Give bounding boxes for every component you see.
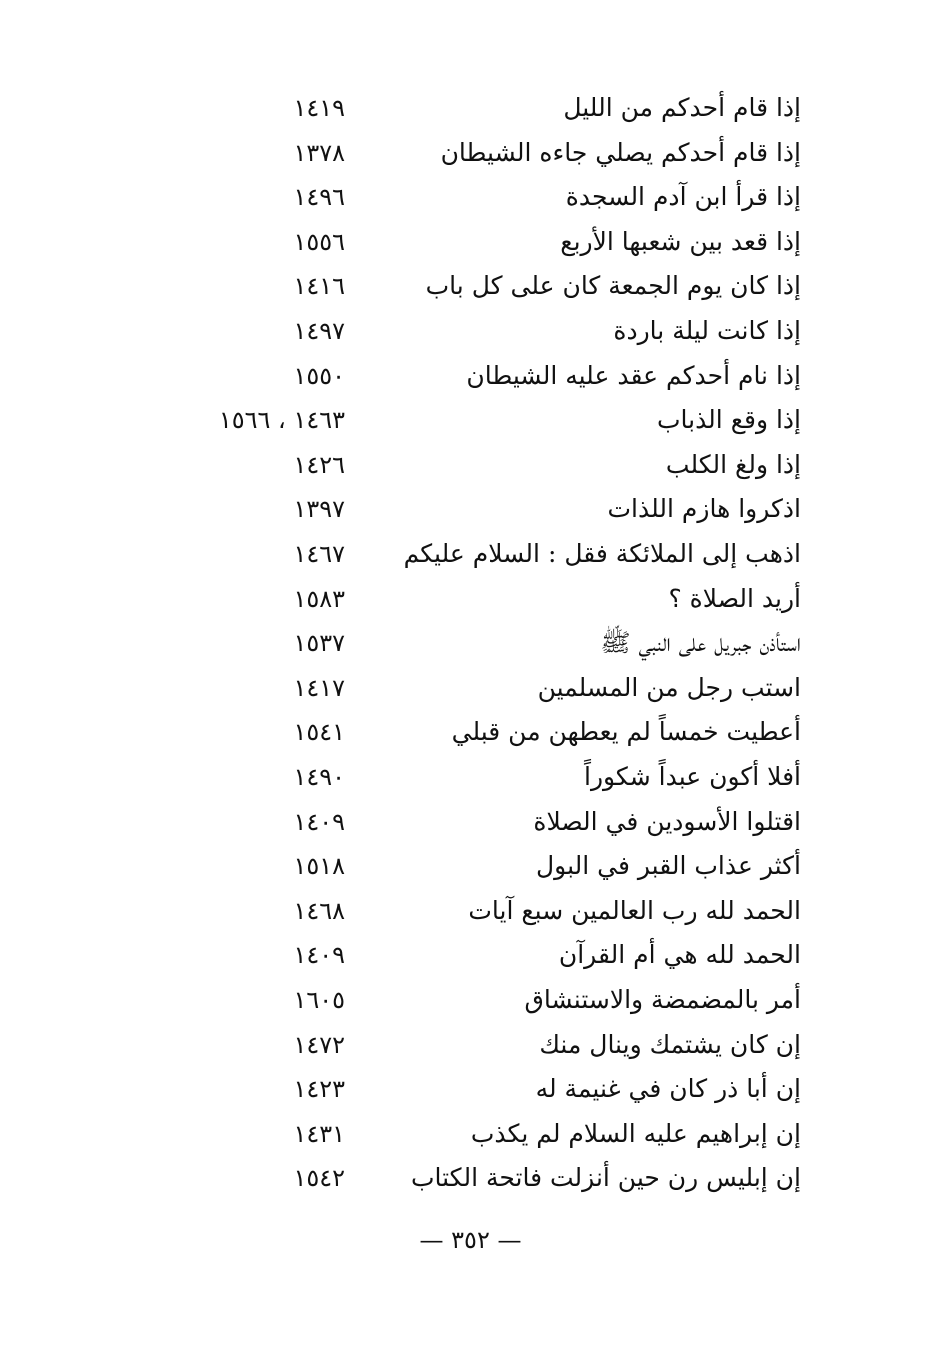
- page-number: — ٣٥٢ —: [419, 1226, 522, 1254]
- entry-reference-number: ١٤٢٣: [293, 1075, 345, 1104]
- entry-text: إن إبليس رن حين أنزلت فاتحة الكتاب: [410, 1163, 801, 1193]
- index-entry: [0, 532, 941, 576]
- entry-text: إن أبا ذر كان في غنيمة له: [535, 1074, 801, 1104]
- entry-text: استب رجل من المسلمين: [537, 672, 801, 702]
- entry-reference-number: ١٤١٩: [293, 94, 345, 122]
- entry-reference-number: ١٥٤٢: [293, 1164, 345, 1193]
- entry-reference-number: ١٤٠٩: [293, 941, 345, 970]
- entry-text: إذا كان يوم الجمعة كان على كل باب: [425, 271, 801, 301]
- entry-reference-number: ١٥٨٣: [293, 584, 345, 613]
- index-entry: [0, 666, 941, 710]
- entry-text: الحمد لله هي أم القرآن: [558, 940, 801, 970]
- index-entry: [0, 844, 941, 888]
- entry-reference-number: ١٤١٧: [293, 673, 345, 702]
- entry-reference-number: ١٥٤١: [293, 718, 345, 747]
- entry-text: إذا قعد بين شعبها الأربع: [560, 226, 801, 256]
- entry-text: أعطيت خمساً لم يعطهن من قبلي: [451, 717, 801, 747]
- entry-text: إذا كانت ليلة باردة: [613, 316, 801, 345]
- entry-text: أمر بالمضمضة والاستنشاق: [524, 985, 801, 1014]
- entry-reference-number: ١٤٩٠: [293, 763, 345, 791]
- entry-text: إذا قرأ ابن آدم السجدة: [565, 182, 801, 212]
- entry-reference-number: ١٥١٨: [293, 852, 345, 881]
- index-entry: [0, 264, 941, 308]
- entry-reference-number: ١٣٩٧: [293, 495, 345, 524]
- entry-reference-number: ١٤٦٨: [293, 896, 345, 925]
- index-entry: [0, 577, 941, 621]
- index-entry: [0, 398, 941, 442]
- index-entry: [0, 710, 941, 754]
- index-entry: [0, 86, 941, 130]
- index-entry: [0, 175, 941, 219]
- index-entry: [0, 755, 941, 799]
- entry-text: اذهب إلى الملائكة فقل : السلام عليكم: [403, 539, 801, 568]
- entry-reference-number: ١٤٩٧: [293, 317, 345, 345]
- index-entry: [0, 1156, 941, 1200]
- index-entry: [0, 1023, 941, 1067]
- entry-reference-number: ١٤٣١: [293, 1119, 345, 1148]
- index-entry: [0, 1112, 941, 1156]
- entry-reference-number: ١٤١٦: [293, 272, 345, 301]
- entry-reference-number: ١٥٥٠: [293, 361, 345, 390]
- entry-reference-number: ١٥٣٧: [293, 629, 345, 658]
- index-entry: [0, 131, 941, 175]
- index-entry: [0, 800, 941, 844]
- entry-reference-number: ١٥٥٦: [293, 227, 345, 256]
- entry-text: إذا نام أحدكم عقد عليه الشيطان: [466, 360, 801, 390]
- entry-text: اذكروا هازم اللذات: [607, 494, 801, 524]
- entry-reference-number: ١٦٠٥: [293, 986, 345, 1014]
- entry-text: أريد الصلاة ؟: [668, 583, 801, 613]
- index-entry: [0, 443, 941, 487]
- entry-text: إن كان يشتمك وينال منك: [539, 1029, 801, 1059]
- entry-reference-number: ١٤٠٩: [293, 807, 345, 836]
- entry-text: إذا ولغ الكلب: [665, 449, 801, 479]
- entry-reference-number: ١٣٧٨: [293, 138, 345, 167]
- index-entry: [0, 933, 941, 977]
- entry-reference-number: ١٤٩٦: [293, 183, 345, 212]
- entry-reference-number: ١٤٦٧: [293, 540, 345, 568]
- entry-text: إذا وقع الذباب: [656, 405, 801, 435]
- index-entry: [0, 1067, 941, 1111]
- index-entry: [0, 309, 941, 353]
- entry-text: اقتلوا الأسودين في الصلاة: [533, 806, 801, 836]
- entry-text: أكثر عذاب القبر في البول: [535, 851, 801, 881]
- index-entry: [0, 487, 941, 531]
- entry-text: استأذن جبريل على النبي ﷺ: [600, 628, 801, 658]
- entry-reference-number: ١٤٧٢: [293, 1030, 345, 1059]
- entry-text: الحمد لله رب العالمين سبع آيات: [468, 895, 801, 925]
- index-entry: [0, 978, 941, 1022]
- index-entry: [0, 621, 941, 665]
- entry-text: إن إبراهيم عليه السلام لم يكذب: [470, 1118, 801, 1148]
- entry-reference-number: ١٤٦٣ ، ١٥٦٦: [218, 406, 345, 435]
- index-entry: [0, 220, 941, 264]
- entry-text: إذا قام أحدكم من الليل: [563, 93, 801, 122]
- entry-text: أفلا أكون عبداً شكوراً: [584, 762, 801, 791]
- entry-reference-number: ١٤٢٦: [293, 450, 345, 479]
- index-entry: [0, 889, 941, 933]
- index-entry: [0, 354, 941, 398]
- entry-text: إذا قام أحدكم يصلي جاءه الشيطان: [440, 137, 801, 167]
